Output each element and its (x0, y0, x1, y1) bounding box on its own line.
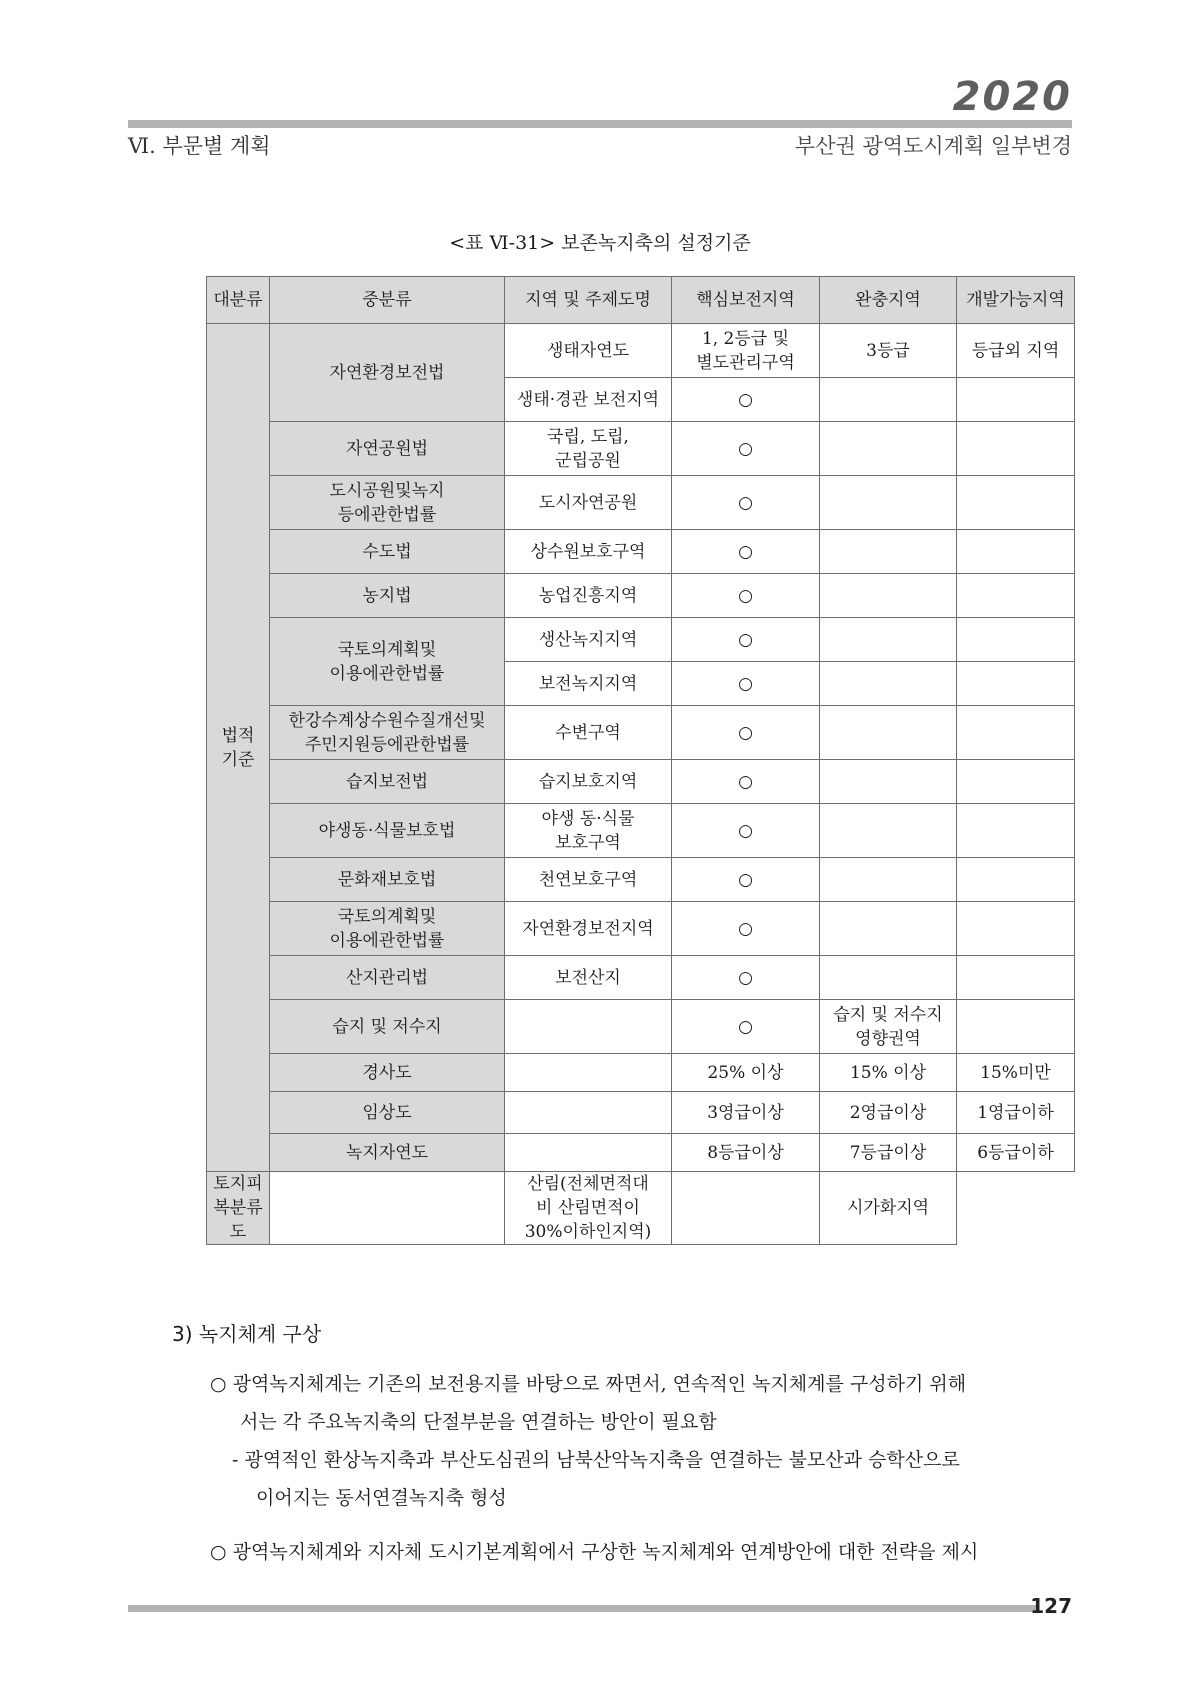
table-row (207, 618, 1075, 662)
table-row (207, 530, 1075, 574)
zone-cell (505, 1092, 672, 1134)
header-developable: 개발가능지역 (957, 277, 1075, 324)
developable-cell (957, 1000, 1075, 1054)
zone-cell: 보전산지 (505, 956, 672, 1000)
buffer-cell (820, 574, 957, 618)
zone-cell: 수변구역 (505, 706, 672, 760)
page-number: 127 (1030, 1594, 1072, 1618)
bullet-line: ○ 광역녹지체계와 지자체 도시기본계획에서 구상한 녹지체계와 연계방안에 대한 전략을 제시 (210, 1541, 979, 1563)
table-row (207, 1172, 1075, 1245)
law-cell: 습지보전법 (270, 760, 505, 804)
buffer-cell (820, 530, 957, 574)
developable-cell (957, 574, 1075, 618)
zone-cell: 야생 동·식물 보호구역 (505, 804, 672, 858)
developable-cell: 시가화지역 (820, 1172, 957, 1245)
table-caption: <표 Ⅵ-31> 보존녹지축의 설정기준 (449, 232, 751, 254)
zone-cell: 자연환경보전지역 (505, 902, 672, 956)
section-title: Ⅵ. 부문별 계획 (128, 134, 271, 158)
buffer-cell (820, 618, 957, 662)
buffer-cell (672, 1172, 820, 1245)
criterion-cell: 경사도 (270, 1054, 505, 1092)
core-mark: ○ (672, 530, 820, 574)
developable-cell: 6등급이하 (957, 1134, 1075, 1172)
developable-cell (957, 902, 1075, 956)
dash-paragraph (232, 1441, 1080, 1517)
core-cell: 8등급이상 (672, 1134, 820, 1172)
header-rule (128, 120, 1072, 128)
core-cell: 25% 이상 (672, 1054, 820, 1092)
section-heading: 3) 녹지체계 구상 (172, 1322, 322, 1346)
table-row (207, 858, 1075, 902)
developable-cell (957, 858, 1075, 902)
dash-line: - 광역적인 환상녹지축과 부산도심권의 남북산악녹지축을 연결하는 불모산과 승학산으로 (232, 1449, 960, 1471)
developable-cell (957, 378, 1075, 422)
table-row (207, 706, 1075, 760)
core-mark: ○ (672, 956, 820, 1000)
zone-cell: 습지보호지역 (505, 760, 672, 804)
law-cell: 한강수계상수원수질개선및 주민지원등에관한법률 (270, 706, 505, 760)
header-core: 핵심보전지역 (672, 277, 820, 324)
core-cell: 3영급이상 (672, 1092, 820, 1134)
buffer-cell: 3등급 (820, 324, 957, 378)
developable-cell (957, 760, 1075, 804)
law-cell: 국토의계획및 이용에관한법률 (270, 618, 505, 706)
criterion-cell: 습지 및 저수지 (270, 1000, 505, 1054)
core-mark: ○ (672, 902, 820, 956)
developable-cell: 등급외 지역 (957, 324, 1075, 378)
core-mark: ○ (672, 706, 820, 760)
developable-cell (957, 804, 1075, 858)
buffer-cell: 7등급이상 (820, 1134, 957, 1172)
zone-cell: 천연보호구역 (505, 858, 672, 902)
zone-cell: 생산녹지지역 (505, 618, 672, 662)
zone-cell (505, 1054, 672, 1092)
table-row (207, 1054, 1075, 1092)
category-legal: 법적 기준 (207, 324, 270, 1172)
table-row (207, 1134, 1075, 1172)
core-mark: ○ (672, 662, 820, 706)
developable-cell (957, 422, 1075, 476)
table-row (207, 804, 1075, 858)
buffer-cell (820, 858, 957, 902)
green-axis-criteria-table (206, 276, 1075, 1245)
developable-cell (957, 662, 1075, 706)
header-middle: 중분류 (270, 277, 505, 324)
law-cell: 산지관리법 (270, 956, 505, 1000)
buffer-cell (820, 662, 957, 706)
buffer-cell (820, 422, 957, 476)
law-cell: 국토의계획및 이용에관한법률 (270, 902, 505, 956)
zone-cell: 생태자연도 (505, 324, 672, 378)
developable-cell (957, 530, 1075, 574)
law-cell: 자연환경보전법 (270, 324, 505, 422)
law-cell: 문화재보호법 (270, 858, 505, 902)
document-title: 부산권 광역도시계획 일부변경 (794, 134, 1072, 158)
criterion-cell: 녹지자연도 (270, 1134, 505, 1172)
buffer-cell (820, 706, 957, 760)
buffer-cell: 2영급이상 (820, 1092, 957, 1134)
table-header-row (207, 277, 1075, 324)
year-mark: 2020 (952, 74, 1072, 120)
core-mark: ○ (672, 422, 820, 476)
bullet-line: ○ 광역녹지체계는 기존의 보전용지를 바탕으로 짜면서, 연속적인 녹지체계를 구성하기 위해 (210, 1373, 967, 1395)
law-cell: 야생동·식물보호법 (270, 804, 505, 858)
core-cell: 1, 2등급 및 별도관리구역 (672, 324, 820, 378)
core-mark: ○ (672, 476, 820, 530)
table-row (207, 422, 1075, 476)
law-cell: 자연공원법 (270, 422, 505, 476)
header-zone: 지역 및 주제도명 (505, 277, 672, 324)
zone-cell: 상수원보호구역 (505, 530, 672, 574)
criterion-cell: 임상도 (270, 1092, 505, 1134)
buffer-cell (820, 476, 957, 530)
table-row (207, 324, 1075, 378)
bullet-paragraph (210, 1533, 1080, 1571)
zone-cell: 국립, 도립, 군립공원 (505, 422, 672, 476)
zone-cell: 농업진흥지역 (505, 574, 672, 618)
table-row (207, 956, 1075, 1000)
zone-cell: 도시자연공원 (505, 476, 672, 530)
developable-cell (957, 476, 1075, 530)
developable-cell: 1영급이하 (957, 1092, 1075, 1134)
buffer-cell (820, 902, 957, 956)
developable-cell (957, 956, 1075, 1000)
core-mark: ○ (672, 804, 820, 858)
dash-line: 이어지는 동서연결녹지축 형성 (256, 1487, 507, 1509)
buffer-cell (820, 378, 957, 422)
core-cell: 산림(전체면적대 비 산림면적이 30%이하인지역) (505, 1172, 672, 1245)
buffer-cell: 습지 및 저수지 영향권역 (820, 1000, 957, 1054)
law-cell: 도시공원및녹지 등에관한법률 (270, 476, 505, 530)
buffer-cell: 15% 이상 (820, 1054, 957, 1092)
law-cell: 농지법 (270, 574, 505, 618)
table-row (207, 1000, 1075, 1054)
bullet-line: 서는 각 주요녹지축의 단절부분을 연결하는 방안이 필요함 (240, 1411, 717, 1433)
core-mark: ○ (672, 378, 820, 422)
table-row (207, 476, 1075, 530)
core-mark: ○ (672, 618, 820, 662)
criterion-cell: 토지피복분류도 (207, 1172, 270, 1245)
table-row (207, 760, 1075, 804)
zone-cell (505, 1000, 672, 1054)
core-mark: ○ (672, 1000, 820, 1054)
developable-cell: 15%미만 (957, 1054, 1075, 1092)
developable-cell (957, 618, 1075, 662)
buffer-cell (820, 804, 957, 858)
core-mark: ○ (672, 858, 820, 902)
table-row (207, 1092, 1075, 1134)
bullet-paragraph (210, 1365, 1080, 1441)
developable-cell (957, 706, 1075, 760)
zone-cell: 생태·경관 보전지역 (505, 378, 672, 422)
table-row (207, 902, 1075, 956)
header-buffer: 완충지역 (820, 277, 957, 324)
footer-rule (128, 1605, 1036, 1612)
core-mark: ○ (672, 760, 820, 804)
buffer-cell (820, 956, 957, 1000)
buffer-cell (820, 760, 957, 804)
core-mark: ○ (672, 574, 820, 618)
header-major: 대분류 (207, 277, 270, 324)
law-cell: 수도법 (270, 530, 505, 574)
zone-cell: 보전녹지지역 (505, 662, 672, 706)
zone-cell (270, 1172, 505, 1245)
zone-cell (505, 1134, 672, 1172)
table-row (207, 574, 1075, 618)
